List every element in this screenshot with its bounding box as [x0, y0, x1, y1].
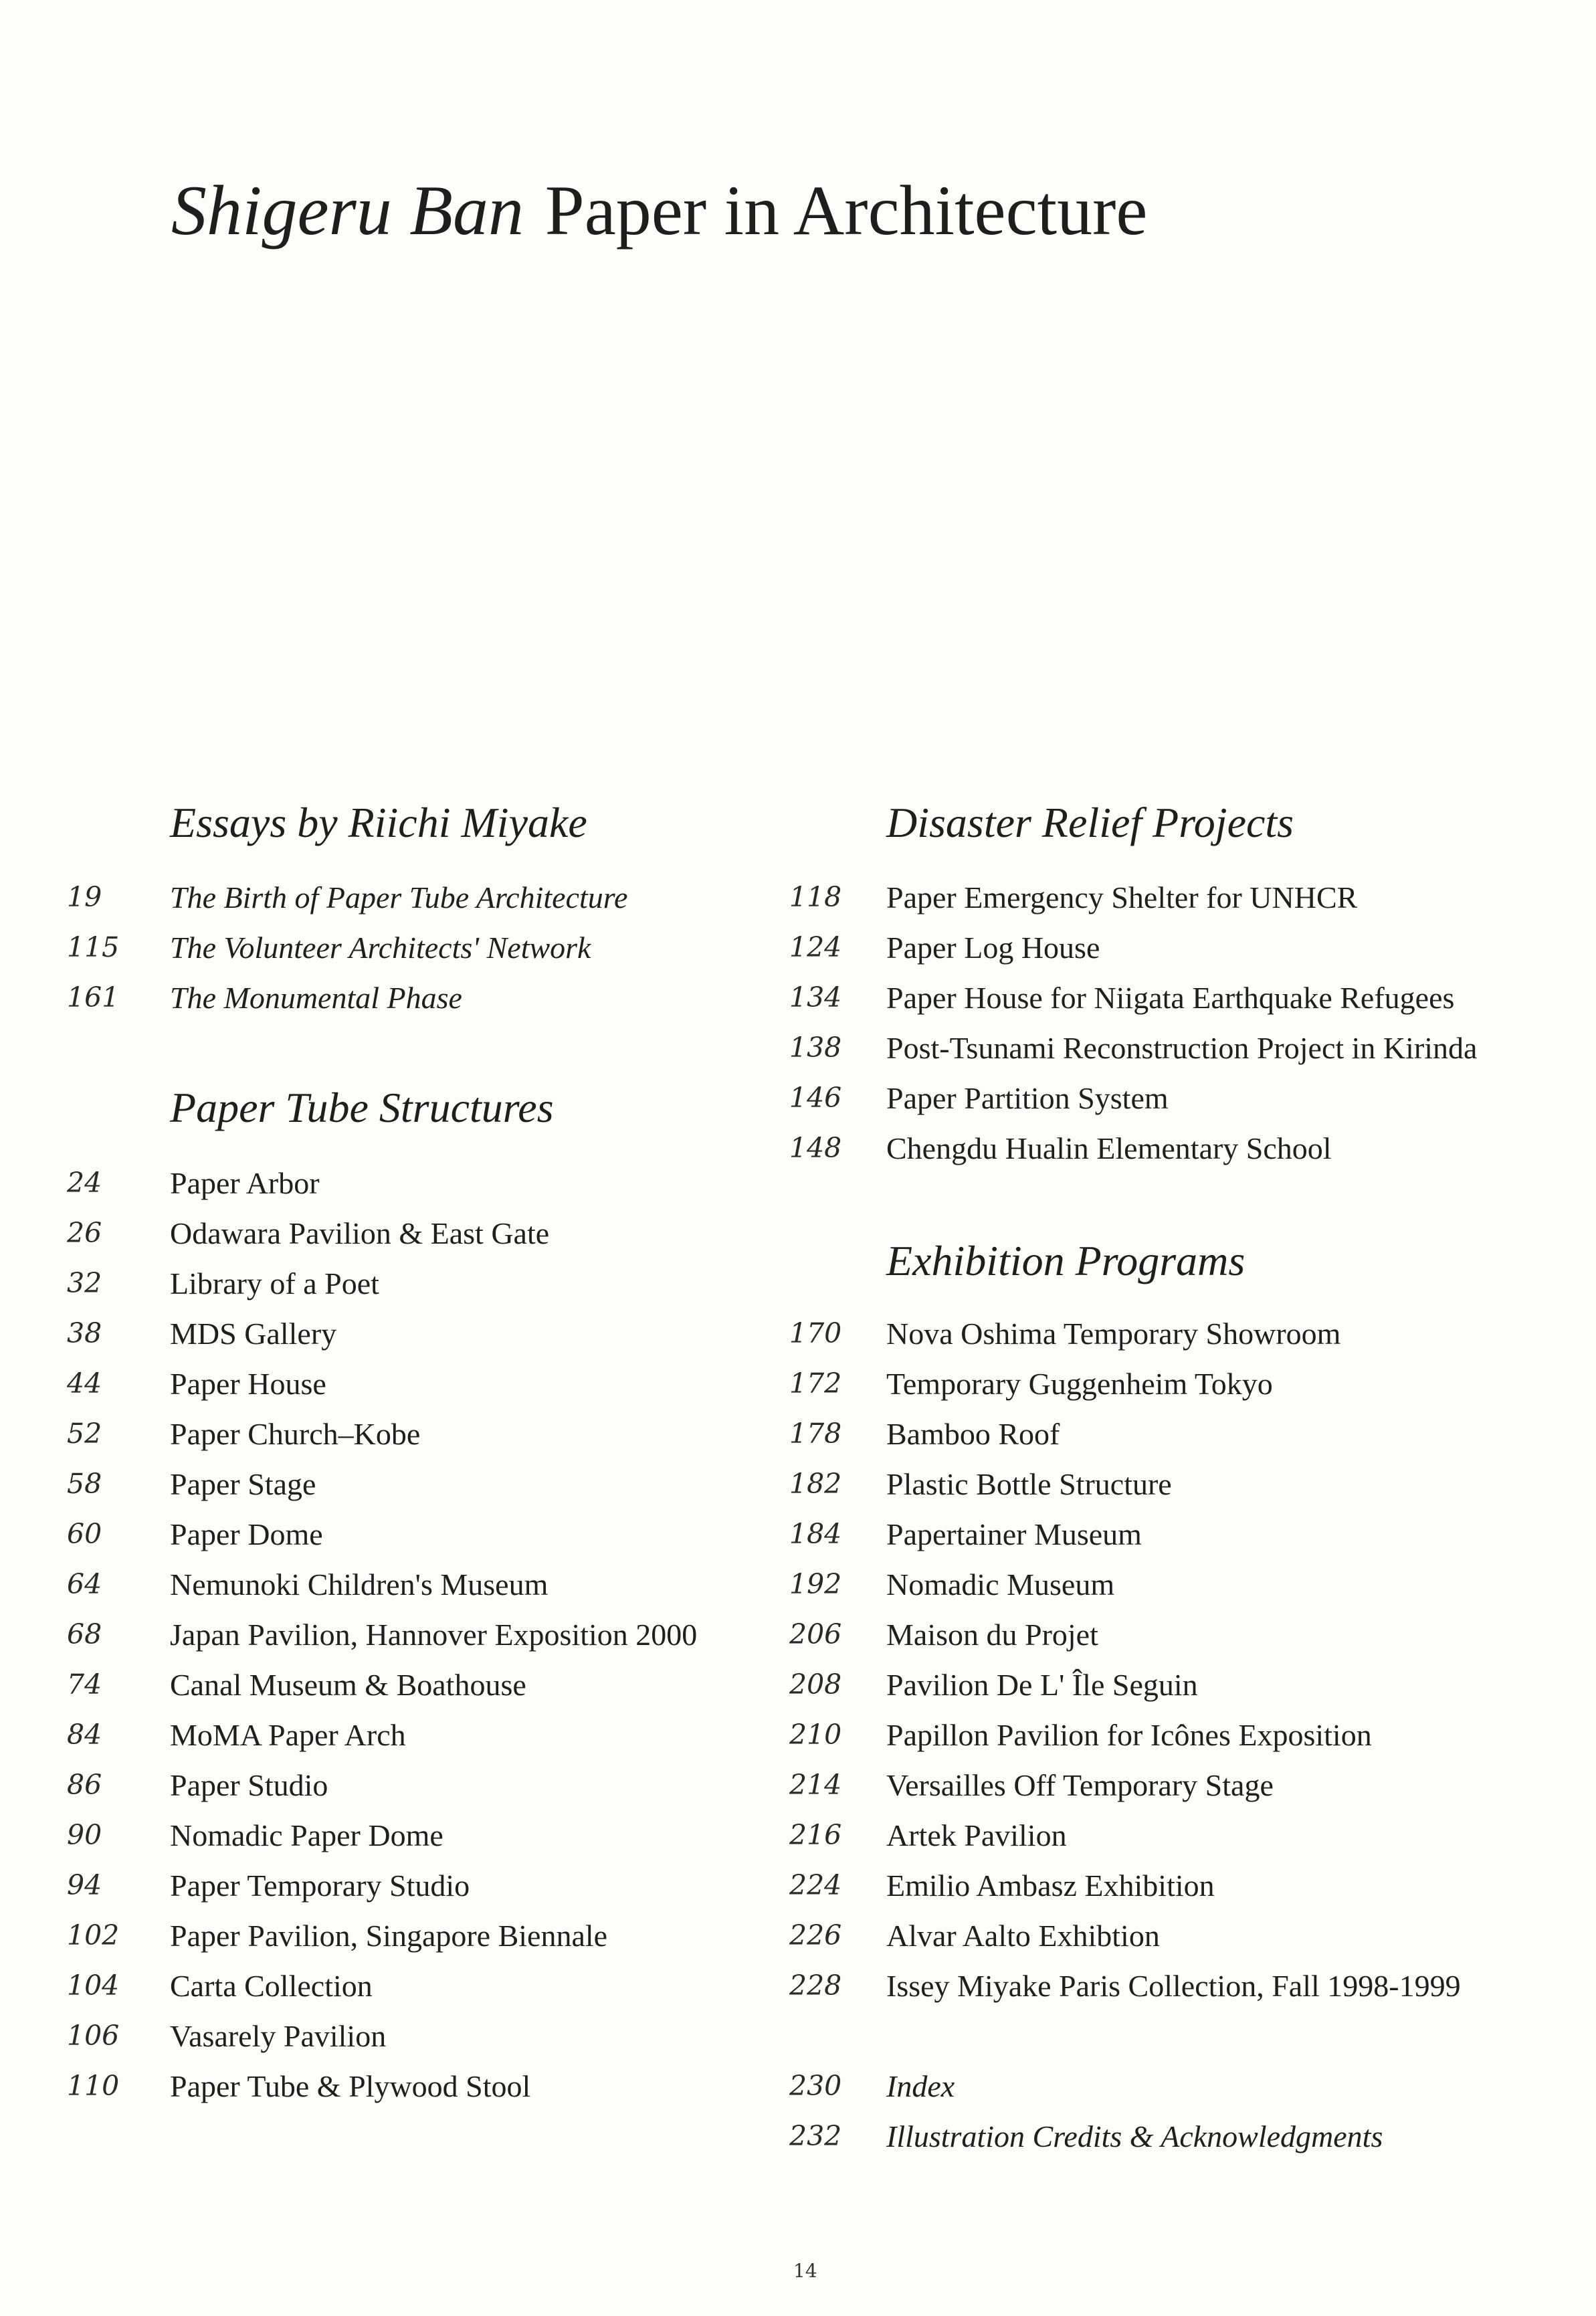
entry-title: Paper Dome	[170, 1517, 323, 1551]
page-number: 110	[67, 2070, 120, 2102]
entry-title: Alvar Aalto Exhibtion	[886, 1919, 1160, 1953]
structures-heading: Paper Tube Structures	[170, 1084, 554, 1131]
page-folio: 14	[793, 2260, 817, 2282]
page-number: 138	[789, 1032, 842, 1064]
page-number: 44	[67, 1367, 102, 1400]
page-number: 24	[67, 1167, 102, 1199]
entry-title: Versailles Off Temporary Stage	[886, 1768, 1274, 1802]
entry-title: Canal Museum & Boathouse	[170, 1668, 526, 1702]
entry-title: Issey Miyake Paris Collection, Fall 1998-1999	[886, 1969, 1461, 2003]
page-title	[171, 171, 1148, 250]
page-number: 192	[789, 1568, 842, 1600]
page-number: 228	[789, 1969, 842, 2002]
entry-title: MoMA Paper Arch	[170, 1718, 406, 1752]
page-number: 102	[67, 1919, 120, 1951]
entry-title: Nomadic Museum	[886, 1567, 1115, 1602]
page-number: 124	[789, 931, 842, 963]
page-number: 206	[789, 1618, 842, 1650]
page-number: 146	[789, 1082, 842, 1114]
toc-entry[interactable]	[0, 1610, 1098, 1660]
page-number: 52	[67, 1418, 102, 1450]
page-number: 64	[67, 1568, 102, 1600]
disaster-heading: Disaster Relief Projects	[886, 799, 1294, 846]
page-number: 170	[789, 1317, 842, 1349]
toc-entry[interactable]	[0, 973, 1455, 1023]
essays-heading: Essays by Riichi Miyake	[170, 799, 587, 846]
entry-title: Paper Church–Kobe	[170, 1417, 421, 1451]
entry-title: Nomadic Paper Dome	[170, 1818, 443, 1852]
entry-title: Paper House	[170, 1367, 326, 1401]
entry-title: Temporary Guggenheim Tokyo	[886, 1367, 1273, 1401]
entry-title: Paper Stage	[170, 1467, 316, 1501]
page-number: 224	[789, 1869, 842, 1901]
toc-entry[interactable]	[0, 1660, 1198, 1710]
toc-entry[interactable]	[0, 1710, 1372, 1760]
toc-entry[interactable]	[0, 1860, 1215, 1911]
entry-title: Vasarely Pavilion	[170, 2019, 387, 2053]
toc-entry[interactable]	[0, 2061, 955, 2111]
toc-entry[interactable]	[0, 1023, 1478, 1073]
entry-title: Pavilion De L' Île Seguin	[886, 1668, 1198, 1702]
page-number: 184	[789, 1518, 842, 1550]
entry-title: Papillon Pavilion for Icônes Exposition	[886, 1718, 1372, 1752]
page-number: 106	[67, 2020, 120, 2052]
entry-title: Paper House for Niigata Earthquake Refugees	[886, 981, 1455, 1015]
entry-title: Emilio Ambasz Exhibition	[886, 1868, 1215, 1903]
entry-title: The Birth of Paper Tube Architecture	[170, 880, 628, 914]
entry-title: Library of a Poet	[170, 1266, 379, 1300]
toc-entry[interactable]	[0, 2111, 1383, 2161]
page-number: 38	[67, 1317, 102, 1349]
entry-title: Paper Pavilion, Singapore Biennale	[170, 1919, 608, 1953]
page-number: 115	[67, 931, 120, 963]
exhibition-heading: Exhibition Programs	[886, 1237, 1245, 1284]
page-number: 90	[67, 1819, 102, 1851]
toc-entry[interactable]	[0, 1810, 1067, 1860]
page-number: 216	[789, 1819, 842, 1851]
toc-entry[interactable]	[0, 1760, 1274, 1810]
entry-title: The Volunteer Architects' Network	[170, 931, 591, 965]
entry-title: Maison du Projet	[886, 1618, 1098, 1652]
page-number: 19	[67, 881, 102, 913]
entry-title: Nemunoki Children's Museum	[170, 1567, 548, 1602]
toc-entry[interactable]	[0, 1123, 1332, 1173]
page-number: 210	[789, 1719, 842, 1751]
toc-entry[interactable]	[0, 2011, 736, 2061]
toc-entry[interactable]	[0, 1258, 736, 1309]
toc-entry[interactable]	[0, 1073, 1169, 1123]
page-number: 230	[789, 2070, 842, 2102]
entry-title: MDS Gallery	[170, 1317, 337, 1351]
toc-entry[interactable]	[0, 1309, 1341, 1359]
entry-title: Paper Tube & Plywood Stool	[170, 2069, 531, 2103]
page-number: 68	[67, 1618, 102, 1650]
toc-entry[interactable]	[0, 1911, 1160, 1961]
entry-title: Post-Tsunami Reconstruction Project in Kirinda	[886, 1031, 1478, 1065]
toc-entry[interactable]	[0, 1961, 1461, 2011]
entry-title: Paper Temporary Studio	[170, 1868, 470, 1903]
entry-title: Plastic Bottle Structure	[886, 1467, 1172, 1501]
toc-entry[interactable]	[0, 1459, 1172, 1509]
entry-title: Carta Collection	[170, 1969, 373, 2003]
toc-entry[interactable]	[0, 1409, 1060, 1459]
entry-title: Nova Oshima Temporary Showroom	[886, 1317, 1341, 1351]
page-number: 226	[789, 1919, 842, 1951]
toc-entry[interactable]	[0, 1509, 1142, 1559]
title-author: Shigeru Ban	[171, 171, 524, 250]
entry-title: Paper Studio	[170, 1768, 328, 1802]
page-number: 148	[789, 1132, 842, 1164]
toc-entry[interactable]	[0, 1559, 1115, 1610]
toc-entry[interactable]	[0, 1208, 736, 1258]
page-number: 172	[789, 1367, 842, 1400]
page-number: 74	[67, 1668, 102, 1701]
page-number: 32	[67, 1267, 102, 1299]
toc-entry[interactable]	[0, 1359, 1273, 1409]
entry-title: Paper Arbor	[170, 1166, 320, 1200]
page-number: 86	[67, 1769, 102, 1801]
entry-title: Index	[886, 2069, 955, 2103]
page-number: 118	[789, 881, 842, 913]
page-number: 232	[789, 2120, 842, 2152]
page-number: 134	[789, 981, 842, 1014]
entry-title: Artek Pavilion	[886, 1818, 1067, 1852]
title-book: Paper in Architecture	[544, 171, 1148, 250]
page-number: 58	[67, 1468, 102, 1500]
entry-title: The Monumental Phase	[170, 981, 462, 1015]
entry-title: Odawara Pavilion & East Gate	[170, 1216, 550, 1250]
page-number: 161	[67, 981, 120, 1014]
toc-entry[interactable]	[0, 923, 1100, 973]
page-number: 178	[789, 1418, 842, 1450]
entry-title: Bamboo Roof	[886, 1417, 1060, 1451]
page-number: 208	[789, 1668, 842, 1701]
entry-title: Illustration Credits & Acknowledgments	[886, 2119, 1383, 2153]
page-number: 182	[789, 1468, 842, 1500]
entry-title: Chengdu Hualin Elementary School	[886, 1131, 1332, 1165]
page-number: 26	[67, 1217, 102, 1249]
entry-title: Papertainer Museum	[886, 1517, 1142, 1551]
page-number: 84	[67, 1719, 102, 1751]
entry-title: Paper Partition System	[886, 1081, 1169, 1115]
toc-entry[interactable]	[0, 872, 1358, 923]
entry-title: Japan Pavilion, Hannover Exposition 2000	[170, 1618, 698, 1652]
entry-title: Paper Emergency Shelter for UNHCR	[886, 880, 1358, 914]
page-number: 214	[789, 1769, 842, 1801]
page-number: 60	[67, 1518, 102, 1550]
page-number: 94	[67, 1869, 102, 1901]
entry-title: Paper Log House	[886, 931, 1100, 965]
page-number: 104	[67, 1969, 120, 2002]
